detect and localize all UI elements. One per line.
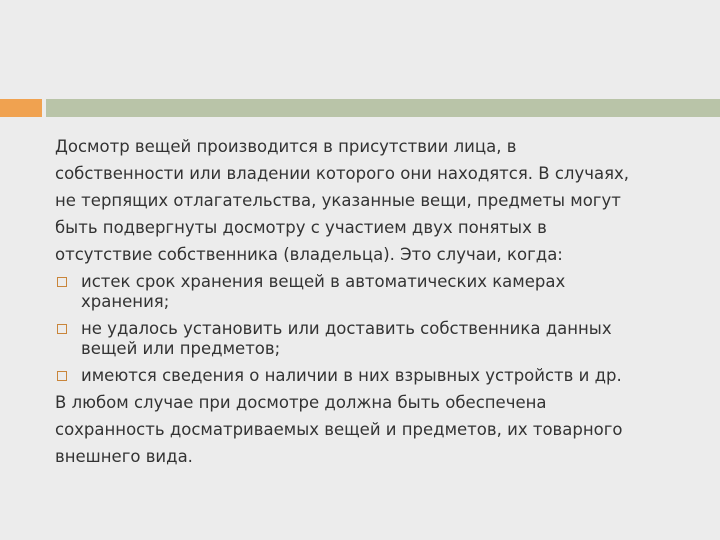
bullet-text: имеются сведения о наличии в них взрывных устройств и др. xyxy=(81,366,622,385)
intro-line: собственности или владении которого они находятся. В случаях, xyxy=(55,164,630,183)
bullet-item xyxy=(55,362,695,389)
checkbox-bullet-icon xyxy=(57,324,67,334)
outro-line: В любом случае при досмотре должна быть обеспечена xyxy=(55,393,547,412)
intro-line: отсутствие собственника (владельца). Это случаи, когда: xyxy=(55,245,563,264)
bullet-text: истек срок хранения вещей в автоматических камерах xyxy=(81,272,566,291)
slide-body xyxy=(55,133,695,470)
intro-line: быть подвергнуты досмотру с участием двух понятых в xyxy=(55,218,547,237)
intro-line: не терпящих отлагательства, указанные вещи, предметы могут xyxy=(55,191,621,210)
checkbox-bullet-icon xyxy=(57,371,67,381)
bullet-text-continuation: вещей или предметов; xyxy=(81,339,281,358)
header-rule xyxy=(46,99,720,117)
outro-paragraph xyxy=(55,389,695,470)
accent-bar xyxy=(0,99,42,117)
bullet-item xyxy=(55,268,695,309)
checkbox-bullet-icon xyxy=(57,277,67,287)
intro-paragraph xyxy=(55,133,695,268)
outro-line: сохранность досматриваемых вещей и предметов, их товарного xyxy=(55,420,623,439)
bullet-text: не удалось установить или доставить собственника данных xyxy=(81,319,612,338)
bullet-text-continuation: хранения; xyxy=(81,292,170,311)
bullet-item xyxy=(55,315,695,356)
outro-line: внешнего вида. xyxy=(55,447,193,466)
intro-line: Досмотр вещей производится в присутствии лица, в xyxy=(55,137,517,156)
